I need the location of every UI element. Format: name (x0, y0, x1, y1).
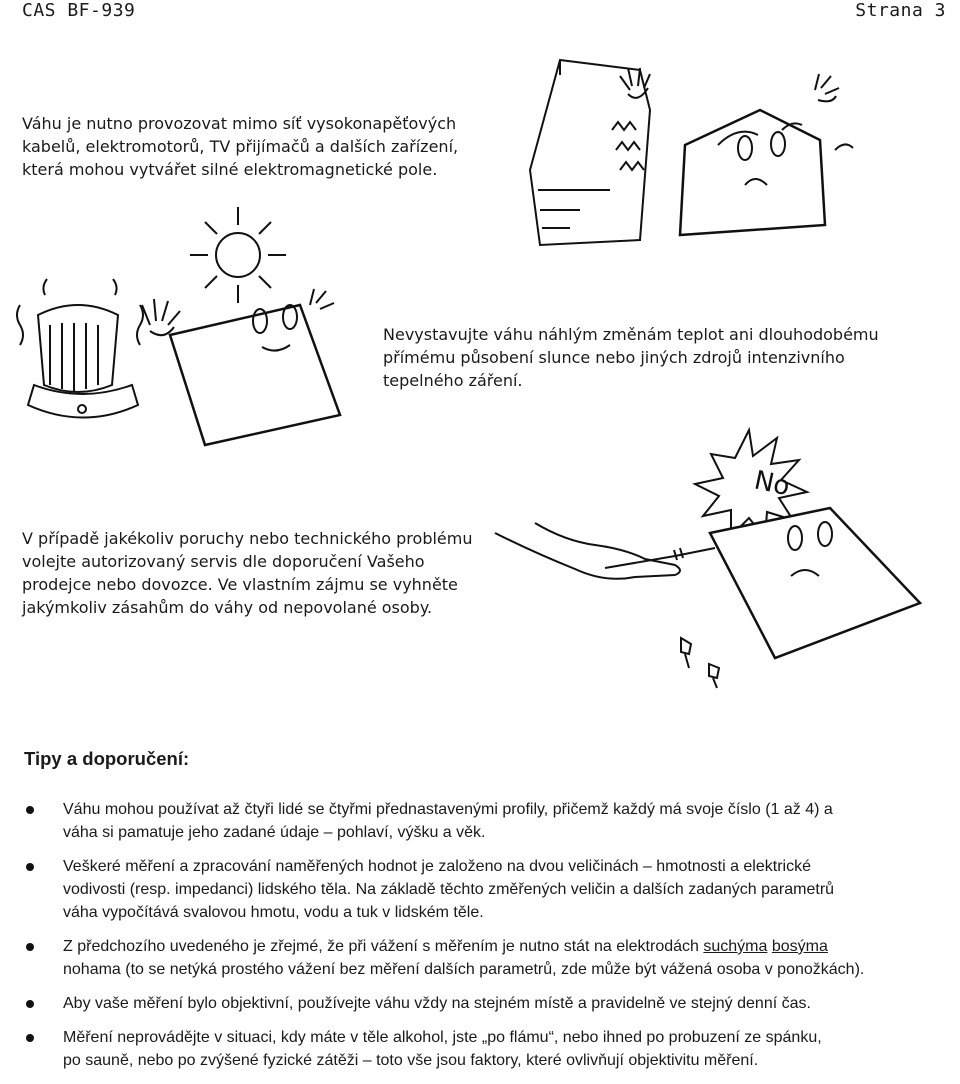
text-line: nohama (to se netýká prostého vážení bez měření dalších parametrů, zde může být vážená osoba v ponožkách). (63, 961, 865, 978)
text-line: která mohou vytvářet silné elektromagnetické pole. (22, 160, 438, 179)
text-line: váha si pamatuje jeho zadané údaje – pohlaví, výšku a věk. (63, 824, 486, 841)
text-line: Aby vaše měření bylo objektivní, používejte váhu vždy na stejném místě a pravidelně ve stejný denní čas. (63, 995, 811, 1012)
text-line: tepelného záření. (383, 371, 523, 390)
warning-temperature (383, 323, 903, 392)
bullet-icon (26, 806, 34, 814)
text-line: jakýmkoliv zásahům do váhy od nepovolané osoby. (22, 598, 433, 617)
text-line: Nevystavujte váhu náhlým změnám teplot ani dlouhodobému (383, 325, 879, 344)
text-line: vodivosti (resp. impedanci) lidského těla. Na základě těchto změřených veličin a dalších zadaných parametrů (63, 881, 835, 898)
list-item (22, 935, 952, 981)
list-item (22, 798, 952, 844)
tips-list (22, 798, 952, 1083)
text-line: váha vypočítává svalovou hmotu, vodu a tuk v lidském těle. (63, 904, 484, 921)
text-line (63, 935, 952, 958)
document-model: CAS BF-939 (22, 0, 136, 21)
scale-near-tv-illustration (520, 50, 860, 250)
text-line: kabelů, elektromotorů, TV přijímačů a dalších zařízení, (22, 137, 459, 156)
text-line: V případě jakékoliv poruchy nebo technického problému (22, 529, 473, 548)
warning-electromagnetic (22, 112, 472, 181)
bullet-icon (26, 943, 34, 951)
text-line: volejte autorizovaný servis dle doporučení Vašeho (22, 552, 425, 571)
underlined-text: bosýma (771, 938, 828, 955)
no-sign-text: No (751, 465, 793, 503)
list-item (22, 992, 952, 1015)
text-line: prodejce nebo dovozce. Ve vlastním zájmu se vyhněte (22, 575, 458, 594)
bullet-icon (26, 1000, 34, 1008)
scale-near-heater-and-sun-illustration (10, 205, 370, 455)
text-fragment: Z předchozího uvedeného je zřejmé, že při vážení s měřením je nutno stát na elektrodách (63, 938, 704, 955)
list-item (22, 855, 952, 924)
bullet-icon (26, 1034, 34, 1042)
bullet-icon (26, 863, 34, 871)
screwdriver-no-illustration (495, 428, 955, 688)
list-item (22, 1026, 952, 1072)
text-line: Měření neprovádějte v situaci, kdy máte v těle alkohol, jste „po flámu“, nebo ihned po probuzení ze spánku, (63, 1029, 822, 1046)
text-line: přímému působení slunce nebo jiných zdrojů intenzivního (383, 348, 845, 367)
page-number: Strana 3 (855, 0, 946, 21)
warning-service (22, 527, 492, 619)
tips-heading: Tipy a doporučení: (24, 748, 190, 769)
text-line: Váhu je nutno provozovat mimo síť vysokonapěťových (22, 114, 457, 133)
underlined-text: suchýma (703, 938, 768, 955)
text-line: Váhu mohou používat až čtyři lidé se čtyřmi přednastavenými profily, přičemž každý má svoje číslo (1 až 4) a (63, 801, 833, 818)
text-line: po sauně, nebo po zvýšené fyzické zátěži – toto vše jsou faktory, které ovlivňují objektivitu měření. (63, 1052, 759, 1069)
text-line: Veškeré měření a zpracování naměřených hodnot je založeno na dvou veličinách – hmotnosti a elektrické (63, 858, 811, 875)
